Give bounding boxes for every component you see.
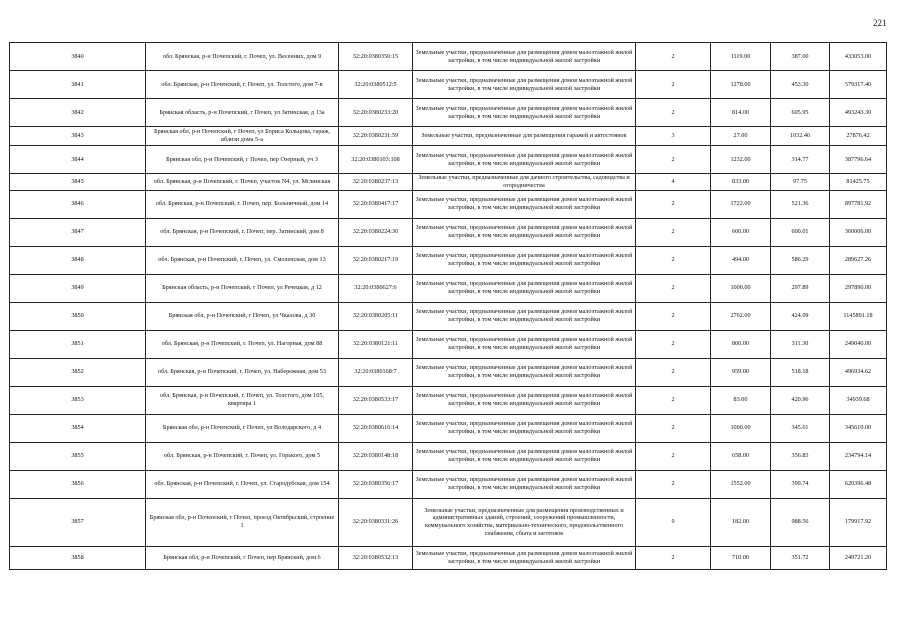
specific-value: 399.74 — [771, 470, 830, 498]
group-code: 2 — [636, 546, 711, 569]
specific-value: 605.95 — [771, 99, 830, 127]
specific-value: 97.75 — [771, 174, 830, 191]
record-number: 3847 — [10, 218, 146, 246]
group-code: 2 — [636, 274, 711, 302]
cadastral-value: 289627.26 — [830, 246, 887, 274]
group-code: 3 — [636, 127, 711, 146]
cadastral-number: 32:20:0380224:30 — [339, 218, 413, 246]
table-row — [10, 330, 887, 358]
cadastral-value: 179917.92 — [830, 498, 887, 546]
group-code: 2 — [636, 146, 711, 174]
cadastral-number: 32:20:0380512:5 — [339, 71, 413, 99]
specific-value: 311.30 — [771, 330, 830, 358]
record-number: 3848 — [10, 246, 146, 274]
cadastral-value: 897781.92 — [830, 190, 887, 218]
record-number: 3851 — [10, 330, 146, 358]
address-cell: обл. Брянская, р-н Почепский, г. Почеп, ул. Стародубская, дом 154 — [146, 470, 339, 498]
group-code: 2 — [636, 386, 711, 414]
cadastral-number: 32:20:0380350:15 — [339, 43, 413, 71]
group-code: 2 — [636, 218, 711, 246]
record-number: 3850 — [10, 302, 146, 330]
area-value: 2702.00 — [711, 302, 771, 330]
cadastral-number: 32:20:0380205:11 — [339, 302, 413, 330]
cadastral-value: 579317.40 — [830, 71, 887, 99]
record-number: 3858 — [10, 546, 146, 569]
record-number: 3849 — [10, 274, 146, 302]
address-cell: обл. Брянская, р-н Почепский, г. Почеп, ул. Весенних, дом 9 — [146, 43, 339, 71]
table-row — [10, 174, 887, 191]
record-number: 3844 — [10, 146, 146, 174]
cadastral-number: 32:20:0380616:14 — [339, 414, 413, 442]
area-value: 600.00 — [711, 218, 771, 246]
land-purpose: Земельные участки, предназначенные для размещения домов малоэтажной жилой застройки, в том числе индивидуальной жилой застройки — [413, 414, 636, 442]
specific-value: 420.96 — [771, 386, 830, 414]
address-cell: Брянская обл, р-н Почепский, г Почеп, проезд Октябрьский, строение 1 — [146, 498, 339, 546]
area-value: 959.00 — [711, 358, 771, 386]
address-cell: Брянская область, р-н Почепский, г Почеп, ул Затинская, д 13а — [146, 99, 339, 127]
record-number: 3856 — [10, 470, 146, 498]
area-value: 1552.00 — [711, 470, 771, 498]
address-cell: Брянская обл, р-н Почепский, г Почеп, ул Володарского, д 4 — [146, 414, 339, 442]
cadastral-number: 32:20:0380533:17 — [339, 386, 413, 414]
address-cell: обл. Брянская, р-н Почепский, г. Почеп, ул. Набережная, дом 53 — [146, 358, 339, 386]
cadastral-number: 32:20:0380331:26 — [339, 498, 413, 546]
specific-value: 518.18 — [771, 358, 830, 386]
cadastral-number: 32:20:0380532:13 — [339, 546, 413, 569]
group-code: 2 — [636, 330, 711, 358]
cadastral-value: 433053.00 — [830, 43, 887, 71]
table-row — [10, 218, 887, 246]
record-number: 3846 — [10, 190, 146, 218]
land-purpose: Земельные участки, предназначенные для размещения домов малоэтажной жилой застройки, в том числе индивидуальной жилой застройки — [413, 190, 636, 218]
specific-value: 351.72 — [771, 546, 830, 569]
address-cell: Брянская обл, р-н Почепский, г Почеп, ул Бориса Кольцова, гараж, вблизи дома 5-а — [146, 127, 339, 146]
cadastral-value-table — [9, 42, 887, 570]
address-cell: Брянская обл, р-н Почепский, г Почеп, пер Брянский, дом 6 — [146, 546, 339, 569]
record-number: 3854 — [10, 414, 146, 442]
table-row — [10, 498, 887, 546]
address-cell: обл. Брянская, р-н Почепский, г. Почеп, ул. Нагорная, дом 88 — [146, 330, 339, 358]
land-purpose: Земельные участки, предназначенные для размещения домов малоэтажной жилой застройки, в том числе индивидуальной жилой застройки — [413, 302, 636, 330]
area-value: 1000.00 — [711, 414, 771, 442]
land-purpose: Земельные участки, предназначенные для размещения домов малоэтажной жилой застройки, в том числе индивидуальной жилой застройки — [413, 470, 636, 498]
table-row — [10, 190, 887, 218]
record-number: 3845 — [10, 174, 146, 191]
specific-value: 453.30 — [771, 71, 830, 99]
address-cell: обл. Брянская, р-н Почепский, г. Почеп, ул. Горького, дом 5 — [146, 442, 339, 470]
group-code: 2 — [636, 246, 711, 274]
group-code: 2 — [636, 470, 711, 498]
cadastral-number: 32:20:0380148:18 — [339, 442, 413, 470]
table-row — [10, 71, 887, 99]
record-number: 3841 — [10, 71, 146, 99]
address-cell: обл. Брянская, р-н Почепский, г. Почеп, пер. Затинский, дом 8 — [146, 218, 339, 246]
address-cell: обл. Брянская, р-н Почепский, г. Почеп, пер. Больничный, дом 14 — [146, 190, 339, 218]
address-cell: обл. Брянская, р-н Почепский, г. Почеп, ул. Толстого, дом 7-в — [146, 71, 339, 99]
area-value: 83.00 — [711, 386, 771, 414]
land-purpose: Земельные участки, предназначенные для размещения домов малоэтажной жилой застройки, в том числе индивидуальной жилой застройки — [413, 218, 636, 246]
group-code: 2 — [636, 358, 711, 386]
table-row — [10, 302, 887, 330]
group-code: 2 — [636, 442, 711, 470]
group-code: 2 — [636, 43, 711, 71]
table-row — [10, 470, 887, 498]
cadastral-number: 32:20:0380103:108 — [339, 146, 413, 174]
page-number: 221 — [873, 18, 887, 28]
area-value: 814.00 — [711, 99, 771, 127]
area-value: 658.00 — [711, 442, 771, 470]
area-value: 1232.00 — [711, 146, 771, 174]
cadastral-number: 32:20:0380356:17 — [339, 470, 413, 498]
specific-value: 988.56 — [771, 498, 830, 546]
cadastral-number: 32:20:0380121:11 — [339, 330, 413, 358]
specific-value: 387.00 — [771, 43, 830, 71]
land-purpose: Земельные участки, предназначенные для размещения домов малоэтажной жилой застройки, в том числе индивидуальной жилой застройки — [413, 146, 636, 174]
specific-value: 356.83 — [771, 442, 830, 470]
land-purpose: Земельные участки, предназначенные для размещения домов малоэтажной жилой застройки, в том числе индивидуальной жилой застройки — [413, 99, 636, 127]
table-row — [10, 127, 887, 146]
address-cell: Брянская обл, р-н Почепский, г Почеп, ул Чкалова, д 30 — [146, 302, 339, 330]
specific-value: 424.09 — [771, 302, 830, 330]
table-row — [10, 546, 887, 569]
group-code: 2 — [636, 71, 711, 99]
address-cell: Брянская обл, р-н Почепский, г Почеп, пер Озерный, уч 3 — [146, 146, 339, 174]
cadastral-value: 81425.75 — [830, 174, 887, 191]
area-value: 182.00 — [711, 498, 771, 546]
area-value: 1119.00 — [711, 43, 771, 71]
area-value: 800.00 — [711, 330, 771, 358]
land-purpose: Земельные участки, предназначенные для размещения домов малоэтажной жилой застройки, в том числе индивидуальной жилой застройки — [413, 546, 636, 569]
record-number: 3842 — [10, 99, 146, 127]
area-value: 1000.00 — [711, 274, 771, 302]
record-number: 3852 — [10, 358, 146, 386]
table-row — [10, 43, 887, 71]
group-code: 2 — [636, 414, 711, 442]
cadastral-number: 32:20:0380231:59 — [339, 127, 413, 146]
land-purpose: Земельные участки, предназначенные для дачного строительства, садоводства и огородничества — [413, 174, 636, 191]
table-row — [10, 246, 887, 274]
land-purpose: Земельные участки, предназначенные для размещения домов малоэтажной жилой застройки, в том числе индивидуальной жилой застройки — [413, 274, 636, 302]
address-cell: обл. Брянская, р-н Почепский, г. Почеп, ул. Смоленская, дом 13 — [146, 246, 339, 274]
land-purpose: Земельные участки, предназначенные для размещения домов малоэтажной жилой застройки, в том числе индивидуальной жилой застройки — [413, 442, 636, 470]
cadastral-number: 32:20:0380217:19 — [339, 246, 413, 274]
group-code: 9 — [636, 498, 711, 546]
group-code: 2 — [636, 302, 711, 330]
cadastral-value: 34939.68 — [830, 386, 887, 414]
land-purpose: Земельные участки, предназначенные для размещения домов малоэтажной жилой застройки, в том числе индивидуальной жилой застройки — [413, 330, 636, 358]
record-number: 3840 — [10, 43, 146, 71]
land-purpose: Земельные участки, предназначенные для размещения домов малоэтажной жилой застройки, в том числе индивидуальной жилой застройки — [413, 386, 636, 414]
table-row — [10, 414, 887, 442]
cadastral-value: 234794.14 — [830, 442, 887, 470]
cadastral-value: 387796.64 — [830, 146, 887, 174]
land-purpose: Земельные участки, предназначенные для размещения домов малоэтажной жилой застройки, в том числе индивидуальной жилой застройки — [413, 358, 636, 386]
area-value: 1722.00 — [711, 190, 771, 218]
group-code: 2 — [636, 99, 711, 127]
specific-value: 600.01 — [771, 218, 830, 246]
cadastral-value: 345610.00 — [830, 414, 887, 442]
cadastral-number: 32:20:0380237:13 — [339, 174, 413, 191]
cadastral-value: 27876.42 — [830, 127, 887, 146]
specific-value: 1032.46 — [771, 127, 830, 146]
table-row — [10, 274, 887, 302]
table-row — [10, 99, 887, 127]
land-purpose: Земельные участки, предназначенные для размещения домов малоэтажной жилой застройки, в том числе индивидуальной жилой застройки — [413, 246, 636, 274]
record-number: 3853 — [10, 386, 146, 414]
cadastral-value: 249721.20 — [830, 546, 887, 569]
group-code: 4 — [636, 174, 711, 191]
land-purpose: Земельные участки, предназначенные для размещения производственных и административных зданий, строений, сооружений промышленности, коммунального хозяйства, материально-технического, продовольственного снабжения, сбыта и заготовок — [413, 498, 636, 546]
cadastral-value: 297890.00 — [830, 274, 887, 302]
cadastral-value: 249040.00 — [830, 330, 887, 358]
specific-value: 314.77 — [771, 146, 830, 174]
area-value: 494.00 — [711, 246, 771, 274]
area-value: 833.00 — [711, 174, 771, 191]
record-number: 3843 — [10, 127, 146, 146]
address-cell: Брянская область, р-н Почепский, г Почеп, ул Речецкая, д 12 — [146, 274, 339, 302]
cadastral-value: 360006.00 — [830, 218, 887, 246]
table-row — [10, 442, 887, 470]
cadastral-number: 32:20:0380417:17 — [339, 190, 413, 218]
group-code: 2 — [636, 190, 711, 218]
specific-value: 345.61 — [771, 414, 830, 442]
specific-value: 297.89 — [771, 274, 830, 302]
address-cell: обл. Брянская, р-н Почепский, г. Почеп, участок N4, ул. Мглинская — [146, 174, 339, 191]
land-purpose: Земельные участки, предназначенные для размещения домов малоэтажной жилой застройки, в том числе индивидуальной жилой застройки — [413, 71, 636, 99]
land-purpose: Земельные участки, предназначенные для размещения гаражей и автостоянок — [413, 127, 636, 146]
cadastral-value: 496934.62 — [830, 358, 887, 386]
table-body — [10, 43, 887, 570]
table-row — [10, 386, 887, 414]
table-row — [10, 358, 887, 386]
area-value: 1278.00 — [711, 71, 771, 99]
table-row — [10, 146, 887, 174]
land-purpose: Земельные участки, предназначенные для размещения домов малоэтажной жилой застройки, в том числе индивидуальной жилой застройки — [413, 43, 636, 71]
address-cell: обл. Брянская, р-н Почепский, г. Почеп, ул. Толстого, дом 105, квартира 1 — [146, 386, 339, 414]
area-value: 710.00 — [711, 546, 771, 569]
specific-value: 586.29 — [771, 246, 830, 274]
cadastral-number: 32:20:0380233:20 — [339, 99, 413, 127]
specific-value: 521.36 — [771, 190, 830, 218]
record-number: 3855 — [10, 442, 146, 470]
area-value: 27.00 — [711, 127, 771, 146]
cadastral-number: 32:20:0380168:7 — [339, 358, 413, 386]
cadastral-value: 493243.30 — [830, 99, 887, 127]
cadastral-value: 620396.48 — [830, 470, 887, 498]
record-number: 3857 — [10, 498, 146, 546]
cadastral-number: 32:20:0380627:6 — [339, 274, 413, 302]
cadastral-value: 1145891.18 — [830, 302, 887, 330]
